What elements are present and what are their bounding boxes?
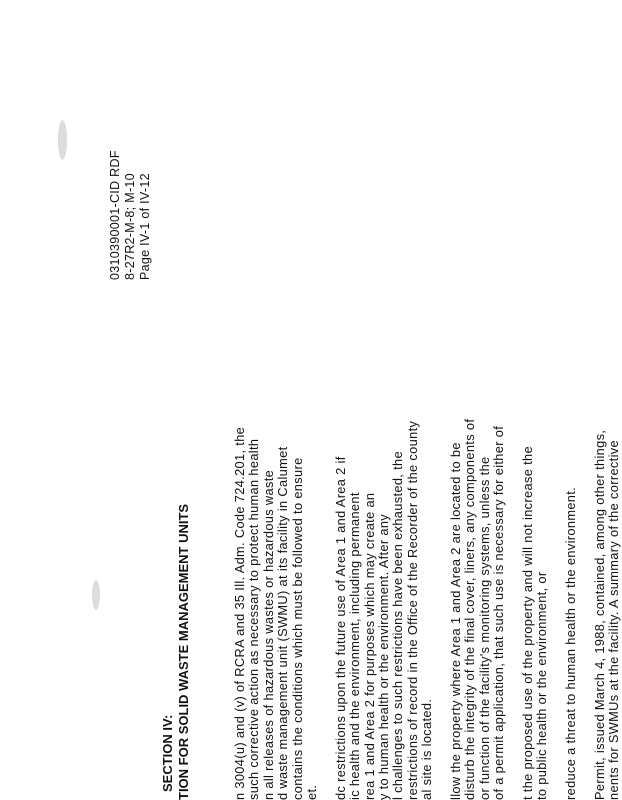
body-line: y to human health or the environment. After any [375,513,391,800]
paragraph [334,0,435,800]
body-line: nents for SWMUs at the facility. A summary of the corrective [606,440,622,800]
body-line: ic health and the environment, including permanent [347,492,363,800]
paragraph [564,0,578,800]
body-line: dc restrictions upon the future use of Area 1 and Area 2 if [332,456,348,800]
body-line: disturb the integrity of the final cover, liners, any components of [462,418,478,800]
paragraph [593,0,622,800]
body-line: reduce a threat to human health or the environment. [562,486,578,800]
body-line: or function of the facility's monitoring systems, unless the [476,456,492,800]
revision-code: 8-27R2-M-8; M-10 [123,173,137,280]
document-body [233,0,622,800]
body-line: of a permit application, that such use is necessary for either of [491,425,507,800]
section-heading [160,0,192,800]
body-line: contains the conditions which must be followed to ensure [289,457,305,800]
body-line: l challenges to such restrictions have been exhausted, the [390,451,406,800]
body-line: to public health or the environment, or [534,571,550,800]
paragraph [449,0,507,800]
body-line: restrictions of record in the Office of the Recorder of the county [404,420,420,800]
body-line: d waste management unit (SWMU) at its facility in Calumet [275,446,291,800]
body-line: llow the property where Area 1 and Area 2 are located to be [447,442,463,800]
section-number: SECTION IV: [160,714,175,792]
paragraph [521,0,550,800]
body-line: t the proposed use of the property and will not increase the [519,446,535,800]
body-line: al site is located. [419,698,435,800]
body-line: rea 1 and Area 2 for purposes which may create an [361,492,377,800]
body-line: Permit, issued March 4, 1988, contained, among other things, [591,429,607,800]
document-header [108,0,153,280]
body-line: such corrective action as necessary to protect human health [246,438,262,800]
section-title: TION FOR SOLID WASTE MANAGEMENT UNITS [176,503,191,800]
document-id: 0310390001-CID RDF [108,150,122,280]
paragraph [233,0,319,800]
body-line: n all releases of hazardous wastes or hazardous waste [260,469,276,800]
body-line: et. [303,784,319,800]
body-line: n 3004(u) and (v) of RCRA and 35 Ill. Adm. Code 724.201, the [232,426,247,800]
page-number: Page IV-1 of IV-12 [138,173,152,280]
